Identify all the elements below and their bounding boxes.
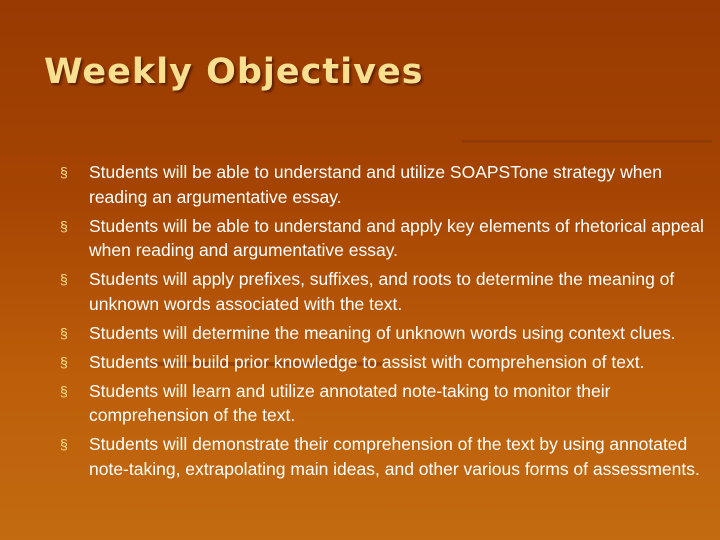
bullet-icon: § bbox=[60, 353, 68, 370]
list-item bbox=[60, 379, 710, 428]
bullet-text: Students will be able to understand and apply key elements of rhetorical appeal when reading and argumentative essay. bbox=[89, 215, 704, 260]
objectives-list bbox=[60, 160, 710, 486]
list-item bbox=[60, 432, 710, 481]
list-item bbox=[60, 321, 710, 346]
list-item bbox=[60, 267, 710, 316]
bullet-text: Students will be able to understand and utilize SOAPSTone strategy when reading an argumentative essay. bbox=[89, 162, 662, 207]
bullet-icon: § bbox=[60, 382, 68, 399]
decorative-divider bbox=[462, 140, 712, 143]
slide-title: Weekly Objectives bbox=[44, 52, 424, 92]
bullet-text: Students will apply prefixes, suffixes, and roots to determine the meaning of unknown words associated with the text. bbox=[89, 269, 675, 314]
bullet-icon: § bbox=[60, 436, 68, 452]
bullet-icon: § bbox=[60, 217, 68, 234]
bullet-icon: § bbox=[60, 324, 68, 341]
bullet-icon: § bbox=[60, 164, 68, 180]
bullet-text: Students will build prior knowledge to assist with comprehension of text. bbox=[89, 351, 645, 372]
bullet-text: Students will determine the meaning of unknown words using context clues. bbox=[89, 322, 676, 343]
list-item bbox=[60, 160, 710, 209]
list-item bbox=[60, 214, 710, 263]
bullet-text: Students will demonstrate their comprehension of the text by using annotated note-taking, extrapolating main ideas, and other various forms of assessments. bbox=[89, 434, 700, 479]
bullet-icon: § bbox=[60, 271, 68, 287]
bullet-text: Students will learn and utilize annotated note-taking to monitor their comprehension of the text. bbox=[89, 380, 611, 425]
list-item bbox=[60, 350, 710, 375]
